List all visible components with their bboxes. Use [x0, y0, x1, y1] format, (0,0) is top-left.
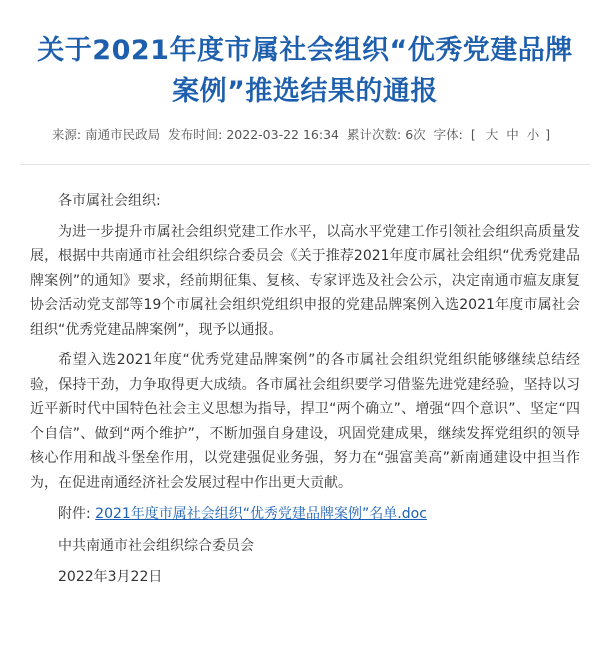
source-value: 南通市民政局	[85, 127, 161, 142]
article-meta	[0, 126, 610, 144]
font-size-switcher	[434, 127, 554, 142]
signature: 中共南通市社会组织综合委员会	[58, 537, 254, 554]
view-count-value: 6次	[405, 127, 426, 142]
body-paragraph: 希望入选2021年度“优秀党建品牌案例”的各市属社会组织党组织能够继续总结经验，保持干劲，力争取得更大成绩。各市属社会组织要学习借鉴先进党建经验，坚持以习近平新时代中国特色社会主义思想为指导，捍卫“两个确立”、增强“四个意识”、坚定“四个自信”、做到“两个维护”，不断加强自身建设，巩固党建成果，继续发挥党组织的领导核心作用和战斗堡垒作用，以党建强促业务强，努力在“强富美高”新南通建设中担当作为，在促进南通经济社会发展过程中作出更大贡献。	[30, 352, 580, 491]
article-body	[0, 189, 610, 590]
attachment-line	[30, 502, 580, 527]
font-size-medium-button[interactable]: 中	[506, 127, 519, 142]
bracket-close: ]	[545, 127, 551, 142]
publish-time-label: 发布时间:	[168, 127, 223, 142]
font-size-label: 字体:	[433, 127, 463, 142]
view-count-label: 累计次数:	[346, 127, 402, 142]
article-title: 关于2021年度市属社会组织“优秀党建品牌案例”推选结果的通报	[37, 35, 573, 107]
font-size-small-button[interactable]: 小	[526, 127, 540, 142]
title-divider	[20, 164, 590, 165]
font-size-large-button[interactable]: 大	[485, 127, 499, 142]
attachment-label: 附件:	[58, 506, 91, 522]
publish-time-value: 2022-03-22 16:34	[226, 127, 339, 142]
salutation: 各市属社会组织:	[58, 193, 161, 209]
body-paragraph: 为进一步提升市属社会组织党建工作水平，以高水平党建工作引领社会组织高质量发展，根据中共南通市社会组织综合委员会《关于推荐2021年度市属社会组织“优秀党建品牌案例”的通知》要求，经前期征集、复核、专家评选及社会公示，决定南通市瘟友康复协会活动党支部等19个市属社会组织党组织申报的党建品牌案例入选2021年度市属社会组织“优秀党建品牌案例”，现予以通报。	[30, 223, 580, 338]
source-label: 来源:	[51, 127, 82, 142]
bracket-open: [	[470, 127, 476, 142]
attachment-link[interactable]: 2021年度市属社会组织“优秀党建品牌案例”名单.doc	[95, 506, 427, 522]
signature-date: 2022年3月22日	[58, 569, 163, 585]
